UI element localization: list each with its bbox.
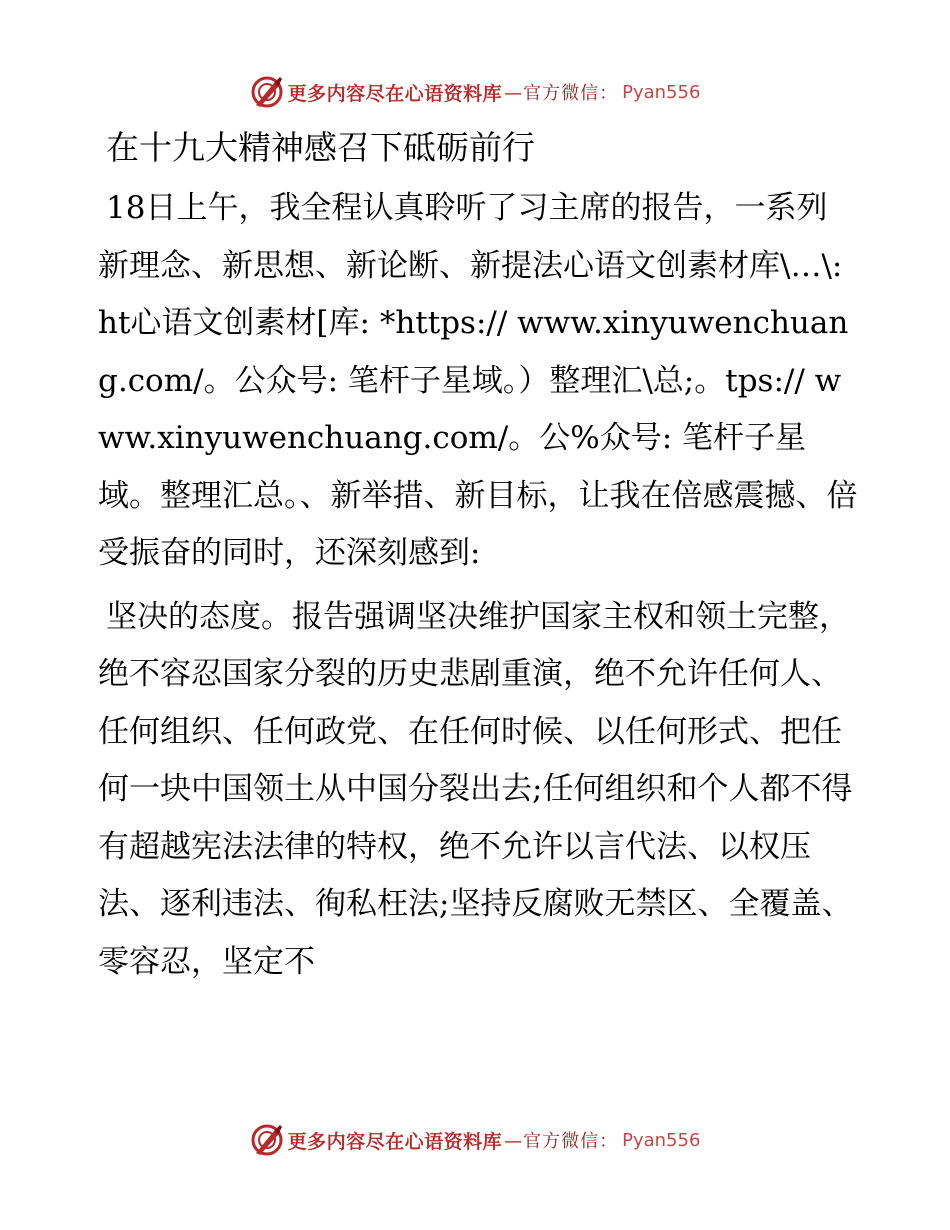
banner-main-text: 更多内容尽在心语资料库 [287,1130,503,1153]
banner-wechat-id: Pyan556 [622,81,701,103]
banner-main-text: 更多内容尽在心语资料库 [287,82,503,105]
document-body [98,122,858,997]
quill-logo-icon [250,1123,284,1157]
footer-watermark-banner [0,1120,950,1160]
header-watermark-banner [0,72,950,112]
document-title: 在十九大精神感召下砥砺前行 [106,128,535,167]
quill-logo-icon [250,75,284,109]
paragraph-2: 坚决的态度。报告强调坚决维护国家主权和领土完整，绝不容忍国家分裂的历史悲剧重演，绝不允许任何人、任何组织、任何政党、在任何时候、以任何形式、把任何一块中国领土从中国分裂出去;任何组织和个人都不得有超越宪法法律的特权，绝不允许以言代法、以权压法、逐利违法、徇私枉法;坚持反腐败无禁区、全覆盖、零容忍，坚定不 [98,598,853,980]
banner-wechat-label: —官方微信： [504,83,619,104]
banner-wechat-label: —官方微信： [504,1131,619,1152]
banner-wechat-id: Pyan556 [622,1129,701,1151]
paragraph-1: 18日上午，我全程认真聆听了习主席的报告，一系列新理念、新思想、新论断、新提法心语文创素材库\…\: ht心语文创素材[库: *https:// www.xinyuwenchuang.com/。公众号: 笔杆子星域。）整理汇\总;。tps:// www.xinyuwenchuang.com/。公%众号: 笔杆子星域。整理汇总。、新举措、新目标，让我在倍感震撼、倍受振奋的同时，还深刻感到: [98,190,858,571]
